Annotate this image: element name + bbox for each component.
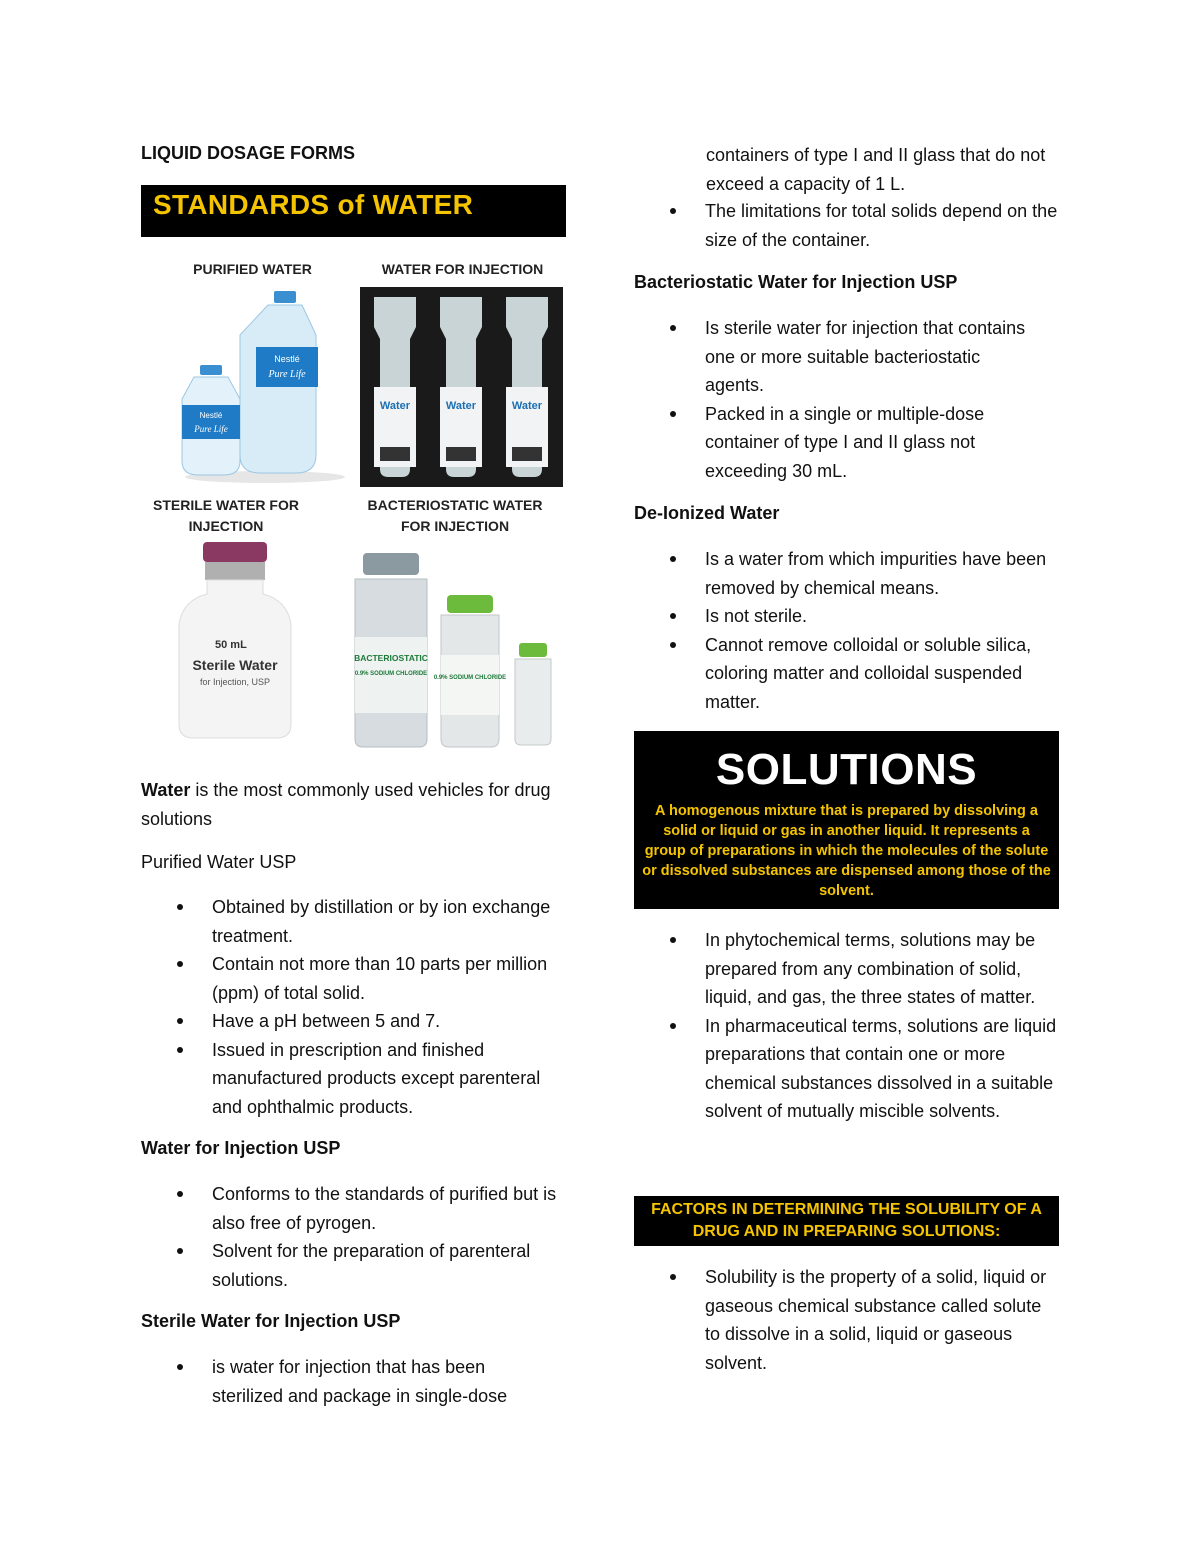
water-intro-bold: Water bbox=[141, 780, 191, 800]
list-item: Solubility is the property of a solid, liquid or gaseous chemical substance called solute to dissolve in a solid, liquid or gaseous solvent. bbox=[634, 1263, 1059, 1377]
list-item: Conforms to the standards of purified but is also free of pyrogen. bbox=[141, 1180, 571, 1237]
purified-water-heading: Purified Water USP bbox=[141, 852, 297, 872]
water-for-injection-ampules-image bbox=[360, 287, 563, 487]
deionized-heading: De-Ionized Water bbox=[634, 503, 780, 523]
list-item: Have a pH between 5 and 7. bbox=[141, 1007, 571, 1036]
vial-volume-text: 50 mL bbox=[215, 639, 247, 651]
continued-text: containers of type I and II glass that do not exceed a capacity of 1 L. bbox=[706, 145, 1046, 194]
bacteriostatic-vials-image bbox=[345, 545, 560, 750]
wfi-heading: Water for Injection USP bbox=[141, 1138, 341, 1158]
standards-of-water-banner: STANDARDS of WATER bbox=[141, 185, 566, 237]
wfi-list bbox=[141, 1180, 571, 1294]
ampule-3-label: Water bbox=[511, 400, 543, 412]
bact-mid-vial-text: 0.9% SODIUM CHLORIDE bbox=[433, 675, 507, 681]
swfi-heading: Sterile Water for Injection USP bbox=[141, 1311, 401, 1331]
purified-water-bottles-image bbox=[170, 285, 345, 485]
list-item: Contain not more than 10 parts per million (ppm) of total solid. bbox=[141, 950, 571, 1007]
list-item: In phytochemical terms, solutions may be prepared from any combination of solid, liquid, and gas, the three states of matter. bbox=[634, 926, 1059, 1012]
factors-banner: FACTORS IN DETERMINING THE SOLUBILITY OF A DRUG AND IN PREPARING SOLUTIONS: bbox=[634, 1196, 1059, 1246]
continued-list bbox=[634, 197, 1059, 254]
swfi-list bbox=[141, 1353, 551, 1410]
ampule-2-label: Water bbox=[445, 400, 477, 412]
small-bottle-sub-text: Pure Life bbox=[194, 424, 228, 434]
list-item: Is a water from which impurities have been removed by chemical means. bbox=[634, 545, 1059, 602]
sterile-water-label: STERILE WATER FOR INJECTION bbox=[153, 497, 299, 534]
small-bottle-brand-text: Nestlé bbox=[199, 411, 223, 420]
bottle-brand-text: Nestlé bbox=[274, 354, 300, 364]
list-item: Packed in a single or multiple-dose container of type I and II glass not exceeding 30 mL. bbox=[634, 400, 1044, 486]
bacteriostatic-list bbox=[634, 314, 1044, 485]
vial-name-text: Sterile Water bbox=[192, 657, 278, 673]
list-item: The limitations for total solids depend on the size of the container. bbox=[634, 197, 1059, 254]
ampule-1 bbox=[374, 297, 416, 477]
ampule-3 bbox=[506, 297, 548, 477]
list-item: Is not sterile. bbox=[634, 602, 1059, 631]
bact-vial-sub: 0.9% SODIUM CHLORIDE bbox=[354, 671, 428, 677]
ampule-2 bbox=[440, 297, 482, 477]
list-item: Is sterile water for injection that contains one or more suitable bacteriostatic agents. bbox=[634, 314, 1044, 400]
water-intro-text: is the most commonly used vehicles for drug solutions bbox=[141, 780, 551, 829]
list-item: Obtained by distillation or by ion exchange treatment. bbox=[141, 893, 571, 950]
solutions-banner bbox=[634, 731, 1059, 909]
bottle-sub-text: Pure Life bbox=[268, 369, 306, 380]
solutions-list bbox=[634, 926, 1059, 1126]
bacteriostatic-heading: Bacteriostatic Water for Injection USP bbox=[634, 272, 958, 292]
factors-list bbox=[634, 1263, 1059, 1377]
page-title: LIQUID DOSAGE FORMS bbox=[141, 143, 356, 163]
list-item: is water for injection that has been sterilized and package in single-dose bbox=[141, 1353, 551, 1410]
bacteriostatic-water-label: BACTERIOSTATIC WATER FOR INJECTION bbox=[367, 497, 543, 534]
purified-water-label: PURIFIED WATER bbox=[193, 261, 312, 277]
list-item: Cannot remove colloidal or soluble silica, coloring matter and colloidal suspended matter. bbox=[634, 631, 1059, 717]
list-item: Solvent for the preparation of parenteral solutions. bbox=[141, 1237, 571, 1294]
deionized-list bbox=[634, 545, 1059, 716]
list-item: Issued in prescription and finished manufactured products except parenteral and ophthalmic products. bbox=[141, 1036, 571, 1122]
water-for-injection-label: WATER FOR INJECTION bbox=[381, 261, 544, 277]
list-item: In pharmaceutical terms, solutions are liquid preparations that contain one or more chemical substances dissolved in a suitable solvent of mutually miscible solvents. bbox=[634, 1012, 1059, 1126]
solutions-title: SOLUTIONS bbox=[715, 745, 978, 794]
purified-water-list bbox=[141, 893, 571, 1121]
ampule-1-label: Water bbox=[379, 400, 411, 412]
vial-sub-text: for Injection, USP bbox=[199, 677, 271, 687]
water-intro-paragraph bbox=[141, 776, 571, 833]
sterile-water-vial-image bbox=[175, 540, 295, 740]
bact-vial-title: BACTERIOSTATIC bbox=[354, 653, 428, 663]
solutions-definition: A homogenous mixture that is prepared by dissolving a solid or liquid or gas in another liquid. It represents a group of preparations in which the molecules of the solute or dissolved substances are dispensed among those of the solvent. bbox=[642, 803, 1051, 899]
